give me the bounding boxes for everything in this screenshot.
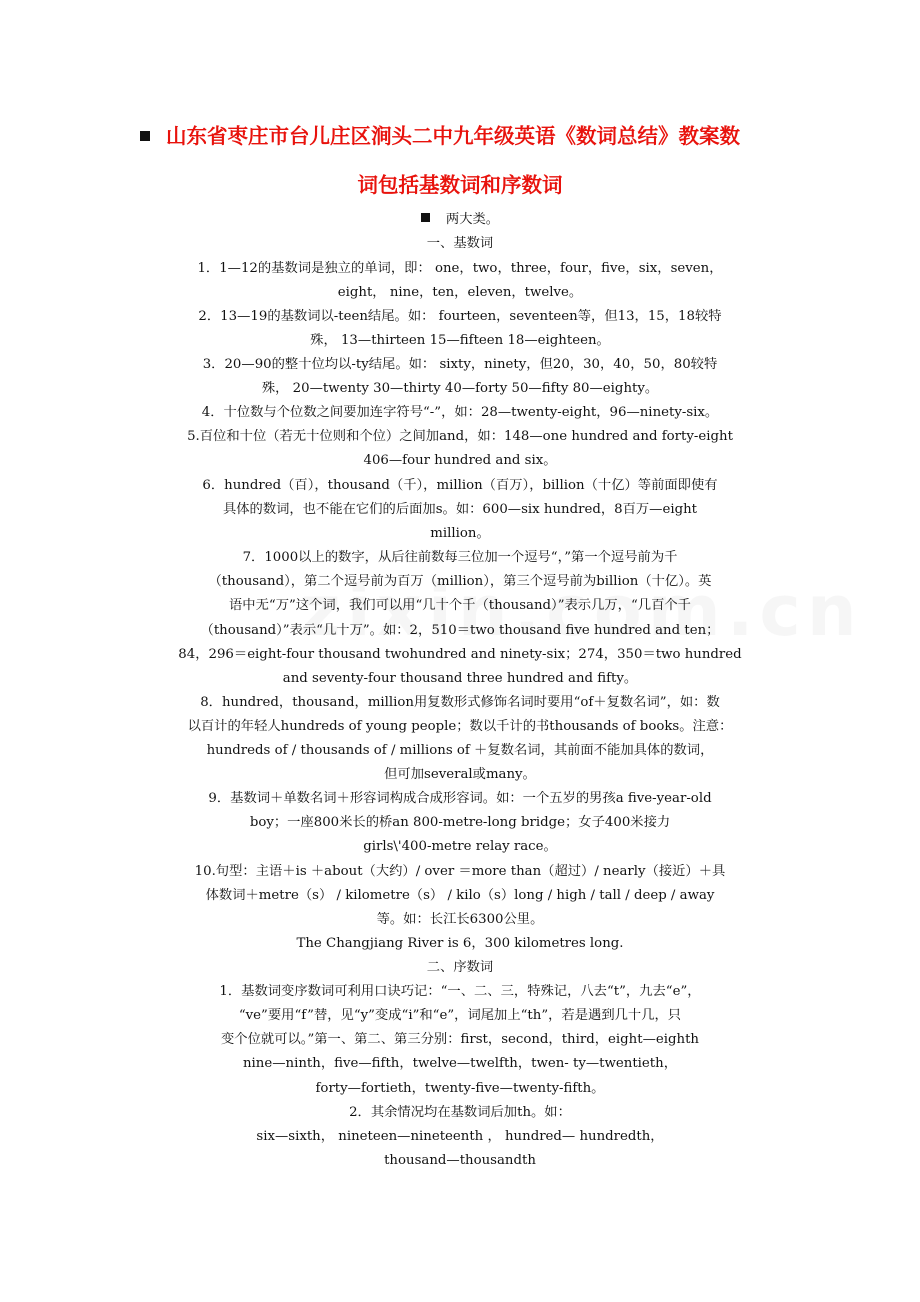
- text-line: six—sixth， nineteen—nineteenth ， hundred— hundredth，: [256, 1129, 664, 1144]
- text-line: nine—ninth，five—fifth，twelve—twelfth，twen- ty—twentieth，: [242, 1056, 678, 1071]
- text-line: 1．基数词变序数词可利用口诀巧记：“一、二、三，特殊记，八去“t”，九去“e”，: [219, 984, 701, 999]
- document-title-line-2: 词包括基数词和序数词: [357, 173, 563, 197]
- text-line: 变个位就可以。”第一、第二、第三分别：first，second，third，eight—eighth: [221, 1032, 699, 1047]
- text-line: 语中无“万”这个词，我们可以用“几十个千（thousand）”表示几万，“几百个千: [229, 598, 691, 613]
- text-line: 3．20—90的整十位均以-ty结尾。如： sixty，ninety，但20，30，40，50，80较特: [202, 357, 718, 372]
- square-bullet-icon: [421, 213, 430, 222]
- text-line: 1．1—12的基数词是独立的单词，即： one，two，three，four，five，six，seven，: [197, 261, 723, 276]
- text-line: 4．十位数与个位数之间要加连字符号“-”，如：28—twenty-eight，96—ninety-six。: [201, 405, 719, 420]
- text-line: 6．hundred（百），thousand（千），million（百万），billion（十亿）等前面即使有: [202, 478, 718, 493]
- text-line: 8．hundred，thousand，million用复数形式修饰名词时要用“of＋复数名词”，如：数: [200, 695, 720, 710]
- text-line: and seventy-four thousand three hundred and fifty。: [282, 671, 638, 686]
- text-line: 5.百位和十位（若无十位则和个位）之间加and，如：148—one hundred and forty-eight: [187, 429, 733, 444]
- text-line: 7．1000以上的数字，从后往前数每三位加一个逗号“，”第一个逗号前为千: [242, 550, 678, 565]
- square-bullet-icon: [140, 131, 150, 141]
- text-line: （thousand）”表示“几十万”。如：2，510＝two thousand five hundred and ten；: [200, 623, 720, 638]
- text-line: 84，296＝eight-four thousand twohundred and ninety-six；274，350＝two hundred: [178, 647, 742, 662]
- text-line: 殊， 20—twenty 30—thirty 40—forty 50—fifty 80—eighty。: [261, 381, 659, 396]
- text-line: forty—fortieth，twenty-five—twenty-fifth。: [315, 1081, 605, 1096]
- text-line: 具体的数词，也不能在它们的后面加s。如：600—six hundred，8百万—eight: [222, 502, 698, 517]
- text-line: 2．其余情况均在基数词后加th。如：: [349, 1105, 571, 1120]
- text-line: eight， nine，ten，eleven，twelve。: [337, 285, 583, 300]
- text-line: 406—four hundred and six。: [363, 453, 557, 468]
- text-line: thousand—thousandth: [384, 1153, 536, 1168]
- text-line: boy；一座800米长的桥an 800-metre-long bridge；女子400米接力: [249, 815, 671, 830]
- text-line: “ve”要用“f”替，见“y”变成“i”和“e”，词尾加上“th”，若是遇到几十几，只: [238, 1008, 682, 1023]
- section-intro: 两大类。: [0, 210, 920, 230]
- text-line: 10.句型：主语＋is ＋about（大约）/ over ＝more than（超过）/ nearly（接近）＋具: [194, 864, 726, 879]
- text-line: 9．基数词＋单数名词＋形容词构成合成形容词。如：一个五岁的男孩a five-year-old: [208, 791, 712, 806]
- text-line: 体数词＋metre（s） / kilometre（s） / kilo（s）long / high / tall / deep / away: [205, 888, 715, 903]
- text-line: girls\'400-metre relay race。: [363, 839, 557, 854]
- text-line: 以百计的年轻人hundreds of young people；数以千计的书thousands of books。注意：: [187, 719, 733, 734]
- text-line: million。: [430, 526, 490, 541]
- text-line: 但可加several或many。: [384, 767, 536, 782]
- text-line: 殊， 13—thirteen 15—fifteen 18—eighteen。: [310, 333, 610, 348]
- text-line: The Changjiang River is 6，300 kilometres long.: [296, 936, 624, 951]
- text-line: （thousand），第二个逗号前为百万（million），第三个逗号前为billion（十亿）。英: [208, 574, 712, 589]
- text-line: hundreds of / thousands of / millions of ＋复数名词，其前面不能加具体的数词，: [206, 743, 714, 758]
- text-line: 2．13—19的基数词以-teen结尾。如： fourteen，seventeen等，但13，15，18较特: [198, 309, 722, 324]
- section-heading-cardinal: 一、基数词: [426, 236, 494, 251]
- text-line: 等。如：长江长6300公里。: [376, 912, 544, 927]
- section-heading-ordinal: 二、序数词: [426, 960, 494, 975]
- document-title-line-1: 山东省枣庄市台儿庄区涧头二中九年级英语《数词总结》教案数: [140, 121, 800, 151]
